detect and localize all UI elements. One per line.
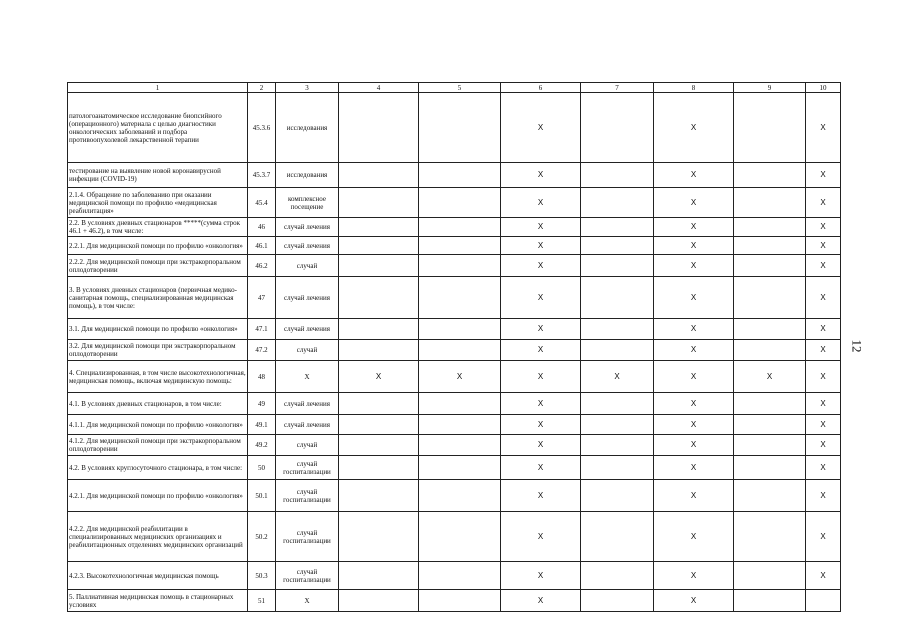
row-number-cell: 50.3 <box>248 562 276 590</box>
value-cell <box>419 562 501 590</box>
value-cell: X <box>581 361 654 393</box>
unit-cell: случай лечения <box>276 319 339 340</box>
unit-cell: исследования <box>276 93 339 163</box>
value-cell <box>734 163 806 188</box>
value-cell: X <box>654 562 734 590</box>
value-cell <box>734 393 806 415</box>
value-cell: X <box>339 361 419 393</box>
column-number-row <box>68 83 841 93</box>
value-cell <box>419 188 501 218</box>
value-cell <box>734 512 806 562</box>
row-label-cell: 4.1.2. Для медицинской помощи при экстракорпоральном оплодотворении <box>68 435 248 456</box>
table-row <box>68 562 841 590</box>
row-number-cell: 47 <box>248 277 276 319</box>
value-cell <box>339 393 419 415</box>
value-cell <box>339 255 419 277</box>
value-cell: X <box>501 435 581 456</box>
unit-cell: случай лечения <box>276 277 339 319</box>
value-cell <box>339 415 419 435</box>
row-number-cell: 45.4 <box>248 188 276 218</box>
value-cell: X <box>806 340 841 361</box>
value-cell <box>734 237 806 255</box>
unit-cell: случай лечения <box>276 237 339 255</box>
value-cell: X <box>501 237 581 255</box>
unit-cell: X <box>276 590 339 612</box>
column-number-cell: 3 <box>276 83 339 93</box>
table-row <box>68 255 841 277</box>
value-cell: X <box>806 237 841 255</box>
value-cell <box>419 393 501 415</box>
column-number-cell: 4 <box>339 83 419 93</box>
table-row <box>68 218 841 237</box>
value-cell <box>581 512 654 562</box>
value-cell: X <box>806 319 841 340</box>
row-number-cell: 51 <box>248 590 276 612</box>
row-label-cell: 4.2.1. Для медицинской помощи по профилю «онкология» <box>68 480 248 512</box>
value-cell <box>339 435 419 456</box>
value-cell: X <box>806 277 841 319</box>
row-label-cell: 2.2.1. Для медицинской помощи по профилю «онкология» <box>68 237 248 255</box>
value-cell <box>419 255 501 277</box>
row-label-cell: патологоанатомическое исследование биопсийного (операционного) материала с целью диагностики онкологических заболеваний и подбора противоопухолевой лекарственной терапии <box>68 93 248 163</box>
value-cell <box>581 93 654 163</box>
value-cell <box>581 415 654 435</box>
value-cell <box>419 319 501 340</box>
table-row <box>68 480 841 512</box>
value-cell: X <box>501 480 581 512</box>
value-cell <box>419 277 501 319</box>
value-cell <box>734 456 806 480</box>
value-cell <box>419 340 501 361</box>
value-cell: X <box>806 188 841 218</box>
value-cell <box>339 456 419 480</box>
value-cell <box>339 590 419 612</box>
table-row <box>68 188 841 218</box>
value-cell: X <box>654 340 734 361</box>
value-cell <box>339 512 419 562</box>
row-label-cell: 4.2. В условиях круглосуточного стационара, в том числе: <box>68 456 248 480</box>
value-cell: X <box>419 361 501 393</box>
table-row <box>68 456 841 480</box>
column-number-cell: 5 <box>419 83 501 93</box>
value-cell <box>581 456 654 480</box>
value-cell: X <box>501 255 581 277</box>
column-number-cell: 9 <box>734 83 806 93</box>
table-row <box>68 512 841 562</box>
unit-cell: случай лечения <box>276 393 339 415</box>
value-cell <box>581 435 654 456</box>
value-cell: X <box>654 435 734 456</box>
table-row <box>68 393 841 415</box>
value-cell <box>339 340 419 361</box>
value-cell: X <box>501 319 581 340</box>
unit-cell: комплексное посещение <box>276 188 339 218</box>
row-number-cell: 46 <box>248 218 276 237</box>
row-number-cell: 46.2 <box>248 255 276 277</box>
value-cell <box>339 480 419 512</box>
value-cell <box>419 415 501 435</box>
unit-cell: случай госпитализации <box>276 480 339 512</box>
value-cell: X <box>654 93 734 163</box>
value-cell <box>419 456 501 480</box>
value-cell <box>339 163 419 188</box>
row-label-cell: 2.2. В условиях дневных стационаров *****(сумма строк 46.1 + 46.2), в том числе: <box>68 218 248 237</box>
value-cell: X <box>654 590 734 612</box>
value-cell: X <box>806 255 841 277</box>
value-cell: X <box>654 415 734 435</box>
row-number-cell: 45.3.6 <box>248 93 276 163</box>
value-cell: X <box>806 415 841 435</box>
row-label-cell: 2.1.4. Обращение по заболеванию при оказании медицинской помощи по профилю «медицинская реабилитация» <box>68 188 248 218</box>
value-cell <box>419 435 501 456</box>
value-cell: X <box>806 393 841 415</box>
row-number-cell: 48 <box>248 361 276 393</box>
value-cell: X <box>654 361 734 393</box>
row-label-cell: 2.2.2. Для медицинской помощи при экстракорпоральном оплодотворении <box>68 255 248 277</box>
table-row <box>68 277 841 319</box>
value-cell <box>419 512 501 562</box>
value-cell <box>419 590 501 612</box>
table-row <box>68 340 841 361</box>
value-cell <box>339 188 419 218</box>
row-label-cell: 4. Специализированная, в том числе высокотехнологичная, медицинская помощь, включая медицинскую помощь: <box>68 361 248 393</box>
value-cell <box>734 590 806 612</box>
column-number-cell: 6 <box>501 83 581 93</box>
unit-cell: исследования <box>276 163 339 188</box>
value-cell: X <box>654 188 734 218</box>
table-row <box>68 435 841 456</box>
value-cell <box>419 237 501 255</box>
value-cell: X <box>654 319 734 340</box>
row-label-cell: 4.2.3. Высокотехнологичная медицинская помощь <box>68 562 248 590</box>
table-row <box>68 361 841 393</box>
value-cell: X <box>806 512 841 562</box>
row-label-cell: 3.2. Для медицинской помощи при экстракорпоральном оплодотворении <box>68 340 248 361</box>
value-cell <box>734 340 806 361</box>
row-number-cell: 49.1 <box>248 415 276 435</box>
row-label-cell: 5. Паллиативная медицинская помощь в стационарных условиях <box>68 590 248 612</box>
value-cell: X <box>654 480 734 512</box>
value-cell <box>339 277 419 319</box>
value-cell <box>581 277 654 319</box>
value-cell <box>339 218 419 237</box>
value-cell: X <box>734 361 806 393</box>
unit-cell: случай лечения <box>276 415 339 435</box>
table-row <box>68 237 841 255</box>
value-cell <box>581 163 654 188</box>
row-number-cell: 46.1 <box>248 237 276 255</box>
value-cell <box>581 340 654 361</box>
value-cell: X <box>501 512 581 562</box>
value-cell <box>581 188 654 218</box>
value-cell: X <box>501 590 581 612</box>
value-cell <box>581 319 654 340</box>
row-number-cell: 50.1 <box>248 480 276 512</box>
value-cell: X <box>806 480 841 512</box>
row-number-cell: 47.1 <box>248 319 276 340</box>
value-cell: X <box>654 393 734 415</box>
value-cell: X <box>501 562 581 590</box>
row-label-cell: 3.1. Для медицинской помощи по профилю «онкология» <box>68 319 248 340</box>
row-number-cell: 47.2 <box>248 340 276 361</box>
unit-cell: случай госпитализации <box>276 512 339 562</box>
value-cell: X <box>654 163 734 188</box>
row-number-cell: 45.3.7 <box>248 163 276 188</box>
value-cell: X <box>501 163 581 188</box>
row-label-cell: 3. В условиях дневных стационаров (первичная медико-санитарная помощь, специализированная медицинская помощь), в том числе: <box>68 277 248 319</box>
value-cell <box>734 562 806 590</box>
medical-volume-table <box>67 82 841 612</box>
value-cell: X <box>501 340 581 361</box>
report-table-sheet <box>67 82 840 612</box>
row-number-cell: 49.2 <box>248 435 276 456</box>
value-cell: X <box>501 218 581 237</box>
unit-cell: случай лечения <box>276 218 339 237</box>
value-cell <box>419 218 501 237</box>
value-cell: X <box>654 255 734 277</box>
row-number-cell: 50 <box>248 456 276 480</box>
unit-cell: случай <box>276 340 339 361</box>
row-label-cell: 4.2.2. Для медицинской реабилитации в специализированных медицинских организациях и реабилитационных отделениях медицинских организаций <box>68 512 248 562</box>
row-number-cell: 50.2 <box>248 512 276 562</box>
value-cell <box>581 562 654 590</box>
value-cell: X <box>501 188 581 218</box>
column-number-cell: 2 <box>248 83 276 93</box>
value-cell: X <box>806 361 841 393</box>
row-number-cell: 49 <box>248 393 276 415</box>
column-number-cell: 10 <box>806 83 841 93</box>
unit-cell: случай госпитализации <box>276 562 339 590</box>
column-number-cell: 7 <box>581 83 654 93</box>
value-cell: X <box>806 435 841 456</box>
row-label-cell: 4.1. В условиях дневных стационаров, в том числе: <box>68 393 248 415</box>
value-cell <box>734 188 806 218</box>
value-cell: X <box>501 277 581 319</box>
value-cell: X <box>501 361 581 393</box>
row-label-cell: 4.1.1. Для медицинской помощи по профилю «онкология» <box>68 415 248 435</box>
value-cell <box>734 435 806 456</box>
value-cell <box>734 93 806 163</box>
value-cell: X <box>654 512 734 562</box>
table-row <box>68 590 841 612</box>
value-cell: X <box>806 163 841 188</box>
unit-cell: случай <box>276 435 339 456</box>
value-cell: X <box>654 218 734 237</box>
row-label-cell: тестирование на выявление новой коронавирусной инфекции (COVID-19) <box>68 163 248 188</box>
value-cell: X <box>501 456 581 480</box>
value-cell <box>419 93 501 163</box>
table-row <box>68 415 841 435</box>
value-cell <box>339 93 419 163</box>
value-cell: X <box>806 93 841 163</box>
value-cell <box>581 255 654 277</box>
value-cell <box>419 480 501 512</box>
value-cell <box>734 277 806 319</box>
value-cell: X <box>501 415 581 435</box>
value-cell <box>419 163 501 188</box>
value-cell: X <box>806 218 841 237</box>
value-cell: X <box>654 277 734 319</box>
value-cell <box>734 415 806 435</box>
value-cell <box>734 319 806 340</box>
value-cell: X <box>654 237 734 255</box>
unit-cell: случай <box>276 255 339 277</box>
value-cell <box>806 590 841 612</box>
value-cell: X <box>806 456 841 480</box>
unit-cell: случай госпитализации <box>276 456 339 480</box>
value-cell: X <box>654 456 734 480</box>
unit-cell: X <box>276 361 339 393</box>
column-number-cell: 1 <box>68 83 248 93</box>
value-cell <box>581 393 654 415</box>
value-cell <box>339 237 419 255</box>
value-cell <box>581 590 654 612</box>
table-row <box>68 163 841 188</box>
value-cell <box>734 255 806 277</box>
value-cell <box>581 480 654 512</box>
value-cell <box>581 237 654 255</box>
value-cell: X <box>501 393 581 415</box>
table-row <box>68 93 841 163</box>
value-cell <box>734 480 806 512</box>
table-row <box>68 319 841 340</box>
column-number-cell: 8 <box>654 83 734 93</box>
value-cell <box>339 562 419 590</box>
value-cell <box>734 218 806 237</box>
value-cell <box>339 319 419 340</box>
value-cell: X <box>501 93 581 163</box>
value-cell: X <box>806 562 841 590</box>
value-cell <box>581 218 654 237</box>
page-number: 12 <box>849 339 865 353</box>
